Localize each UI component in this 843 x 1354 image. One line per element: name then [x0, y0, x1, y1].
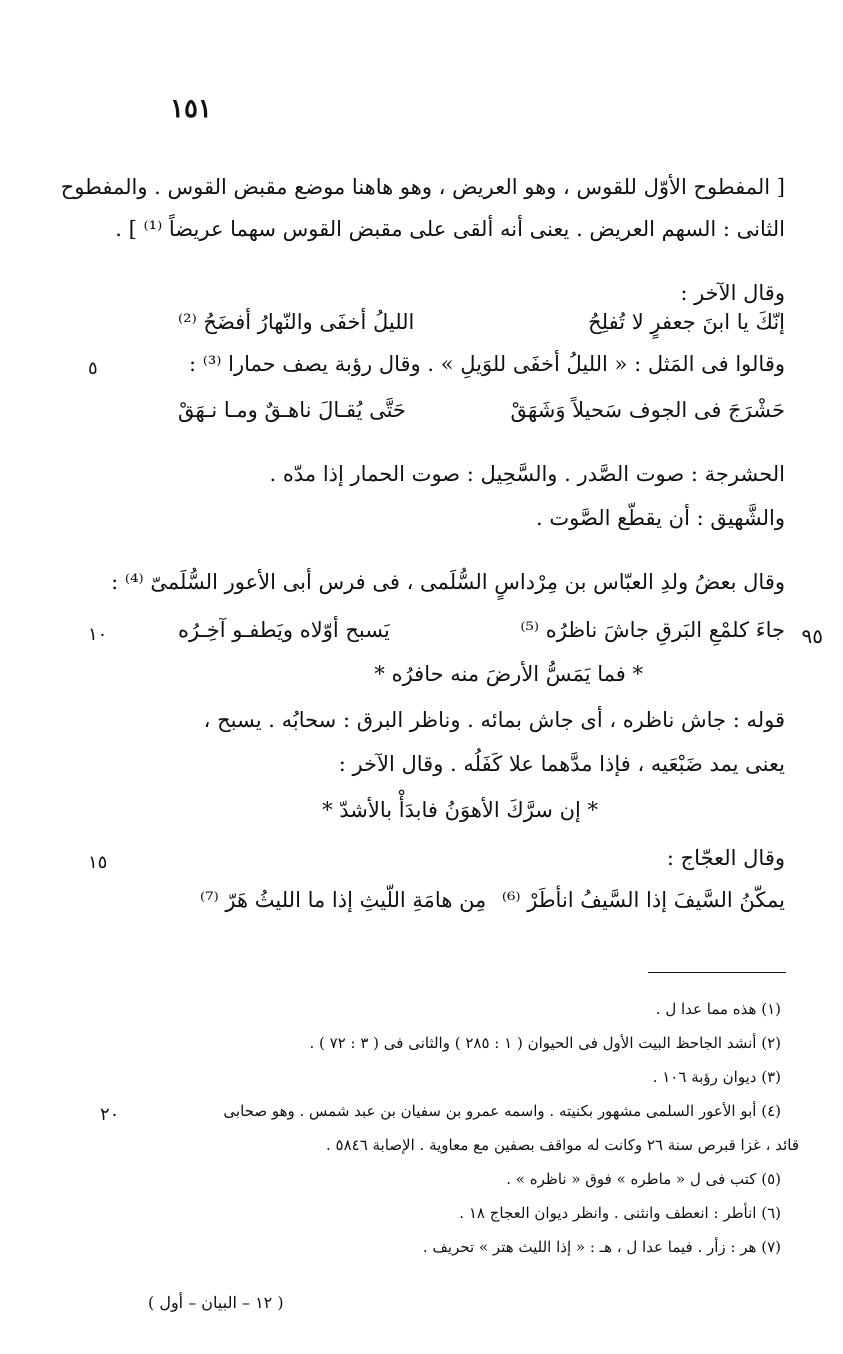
verse-hemistich: حَتَّى يُقـالَ ناهـقٌ ومـا نـهَقْ [178, 398, 406, 422]
line-number: ٥ [88, 358, 98, 379]
line-number: ٢٠ [100, 1104, 120, 1125]
footnote-rule [648, 972, 786, 973]
footnote: (٢) أنشد الجاحظ البيت الأول فى الحيوان ( ١ : ٢٨٥ ) والثانى فى ( ٣ : ٧٢ ) . [309, 1034, 781, 1052]
verse-intro: وقال الآخر : [680, 281, 785, 305]
section-ref: ٩٥ [801, 624, 823, 648]
footnote: (٧) هر : زأر . فيما عدا ل ، هـ : « إذا الليث هتر » تحريف . [422, 1238, 781, 1256]
line-number: ١٠ [88, 624, 108, 645]
verse-hemistich: مِن هامَةِ اللّيثِ إذا ما الليثُ هَرّ ⁽⁷⁾ [200, 888, 487, 912]
footnotes [95, 1000, 799, 1270]
verse-hemistich: إنّكَ يا ابنَ جعفرٍ لا تُفلِحُ [588, 310, 785, 334]
paragraph-line: وقالوا فى المَثل : « الليلُ أخفَى للوَيلِ » . وقال رؤبة يصف حمارا ⁽³⁾ : [188, 352, 785, 376]
paragraph-line: الثانى : السهم العريض . يعنى أنه ألقى على مقبض القوس سهما عريضاً ⁽¹⁾ ] . [115, 217, 785, 241]
verse-hemistich: يَسبح أوّلاه ويَطفـو آخِـرُه [178, 618, 390, 642]
paragraph-line: [ المفطوح الأوّل للقوس ، وهو العريض ، وهو هاهنا موضع مقبض القوس . والمفطوح [60, 175, 785, 199]
verse-hemistich: الليلُ أخفَى والنّهارُ أفضَحُ ⁽²⁾ [178, 310, 415, 334]
page-number: ١٥١ [170, 94, 212, 124]
signature-mark: ( ١٢ – البيان – أول ) [148, 1293, 284, 1312]
paragraph-line: الحشرجة : صوت الصَّدر . والسَّحِيل : صوت الحمار إذا مدّه . [269, 462, 785, 486]
paragraph-line: يعنى يمد ضَبْعَيه ، فإذا مدَّهما علا كَفَلُه . وقال الآخر : [338, 752, 785, 776]
verse-hemistich: جاءَ كلمْعِ البَرقِ جاشَ ناظرُه ⁽⁵⁾ [520, 618, 785, 642]
verse-single: * إن سرَّكَ الأهوَنُ فابدَأْ بالأشدّ * [322, 798, 598, 822]
verse-single: * فما يَمَسُّ الأرضَ منه حافرُه * [374, 662, 643, 686]
verse-hemistich: يمكّنُ السَّيفَ إذا السَّيفُ انأطَرْ ⁽⁶⁾ [501, 888, 785, 912]
footnote-continuation: قائد ، غزا قبرص سنة ٢٦ وكانت له مواقف بصفين مع معاوية . الإصابة ٥٨٤٦ . [325, 1136, 799, 1154]
verse-intro: وقال العجّاج : [666, 846, 785, 870]
footnote: (٤) أبو الأعور السلمى مشهور بكنيته . واسمه عمرو بن سفيان بن عبد شمس . وهو صحابى [223, 1102, 781, 1120]
footnote: (٦) انأطر : انعطف وانثنى . وانظر ديوان العجاج ١٨ . [459, 1204, 781, 1222]
line-number: ١٥ [88, 852, 108, 873]
footnote: (٣) ديوان رؤبة ١٠٦ . [652, 1068, 781, 1086]
footnote: (٥) كتب فى ل « ماطره » فوق « ناظره » . [506, 1170, 781, 1188]
footnote: (١) هذه مما عدا ل . [655, 1000, 781, 1018]
paragraph-line: قوله : جاش ناظره ، أى جاش بمائه . وناظر البرق : سحابُه . يسبح ، [203, 708, 785, 732]
verse-hemistich: حَشْرَجَ فى الجوف سَحيلاً وَشَهَقْ [510, 398, 785, 422]
paragraph-line: وقال بعضُ ولدِ العبّاس بن مِرْداسٍ السُّلَمى ، فى فرس أبى الأعور السُّلَمىّ ⁽⁴⁾ : [111, 570, 785, 594]
paragraph-line: والشَّهيق : أن يقطّع الصَّوت . [536, 506, 785, 530]
